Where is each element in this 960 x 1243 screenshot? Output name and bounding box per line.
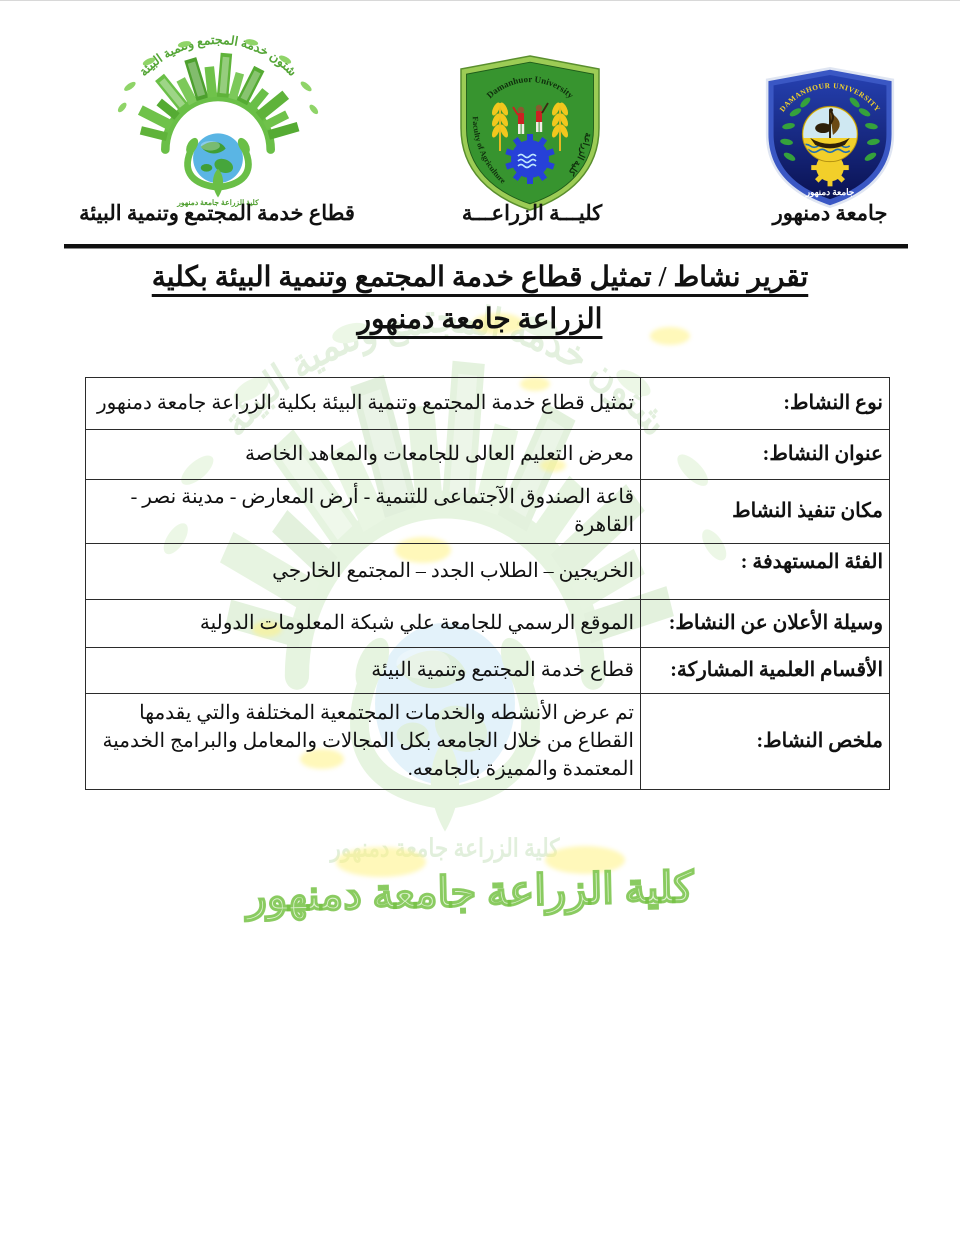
row-value: الخريجين – الطلاب الجدد – المجتمع الخارجي	[86, 543, 641, 599]
university-caption: جامعة دمنهور	[772, 201, 888, 225]
row-value: الموقع الرسمي للجامعة علي شبكة المعلومات الدولية	[86, 599, 641, 647]
row-label: عنوان النشاط:	[641, 430, 890, 480]
table-row	[86, 599, 890, 647]
table-row	[86, 430, 890, 480]
row-label: نوع النشاط:	[641, 378, 890, 430]
header-divider	[64, 244, 908, 249]
page-title	[0, 257, 960, 341]
row-label: مكان تنفيذ النشاط	[641, 480, 890, 544]
title-line-2: الزراعة جامعة دمنهور	[357, 304, 603, 335]
activity-report-table	[85, 377, 890, 790]
row-value: تم عرض الأنشطه والخدمات المجتمعية المختلفة والتي يقدمها القطاع من خلال الجامعه بكل المجالات والمعامل والبرامج الخدمية المعتمدة والمميزة بالجامعه.	[86, 693, 641, 789]
title-line-1: تقرير نشاط / تمثيل قطاع خدمة المجتمع وتنمية البيئة بكلية	[151, 262, 809, 293]
row-value: معرض التعليم العالى للجامعات والمعاهد الخاصة	[86, 430, 641, 480]
faculty-caption: كليـــة الزراعـــة	[461, 201, 603, 225]
table-row	[86, 378, 890, 430]
table-row	[86, 480, 890, 544]
row-label: الأقسام العلمية المشاركة:	[641, 647, 890, 693]
row-value: قطاع خدمة المجتمع وتنمية البيئة	[86, 647, 641, 693]
community-sector-caption: قطاع خدمة المجتمع وتنمية البيئة	[79, 201, 355, 225]
row-value: تمثيل قطاع خدمة المجتمع وتنمية البيئة بكلية الزراعة جامعة دمنهور	[86, 378, 641, 430]
row-label: وسيلة الأعلان عن النشاط:	[641, 599, 890, 647]
faculty-of-agriculture-logo	[455, 53, 605, 213]
table-row	[86, 693, 890, 789]
table-row	[86, 647, 890, 693]
community-service-logo	[93, 27, 343, 209]
damanhour-university-logo	[756, 63, 904, 211]
row-value: قاعة الصندوق الآجتماعى للتنمية - أرض المعارض - مدينة نصر - القاهرة	[86, 480, 641, 544]
table-row	[86, 543, 890, 599]
watermark-text: كلية الزراعة جامعة دمنهور	[246, 865, 694, 921]
row-label: ملخص النشاط:	[641, 693, 890, 789]
row-label: الفئة المستهدفة :	[641, 543, 890, 599]
